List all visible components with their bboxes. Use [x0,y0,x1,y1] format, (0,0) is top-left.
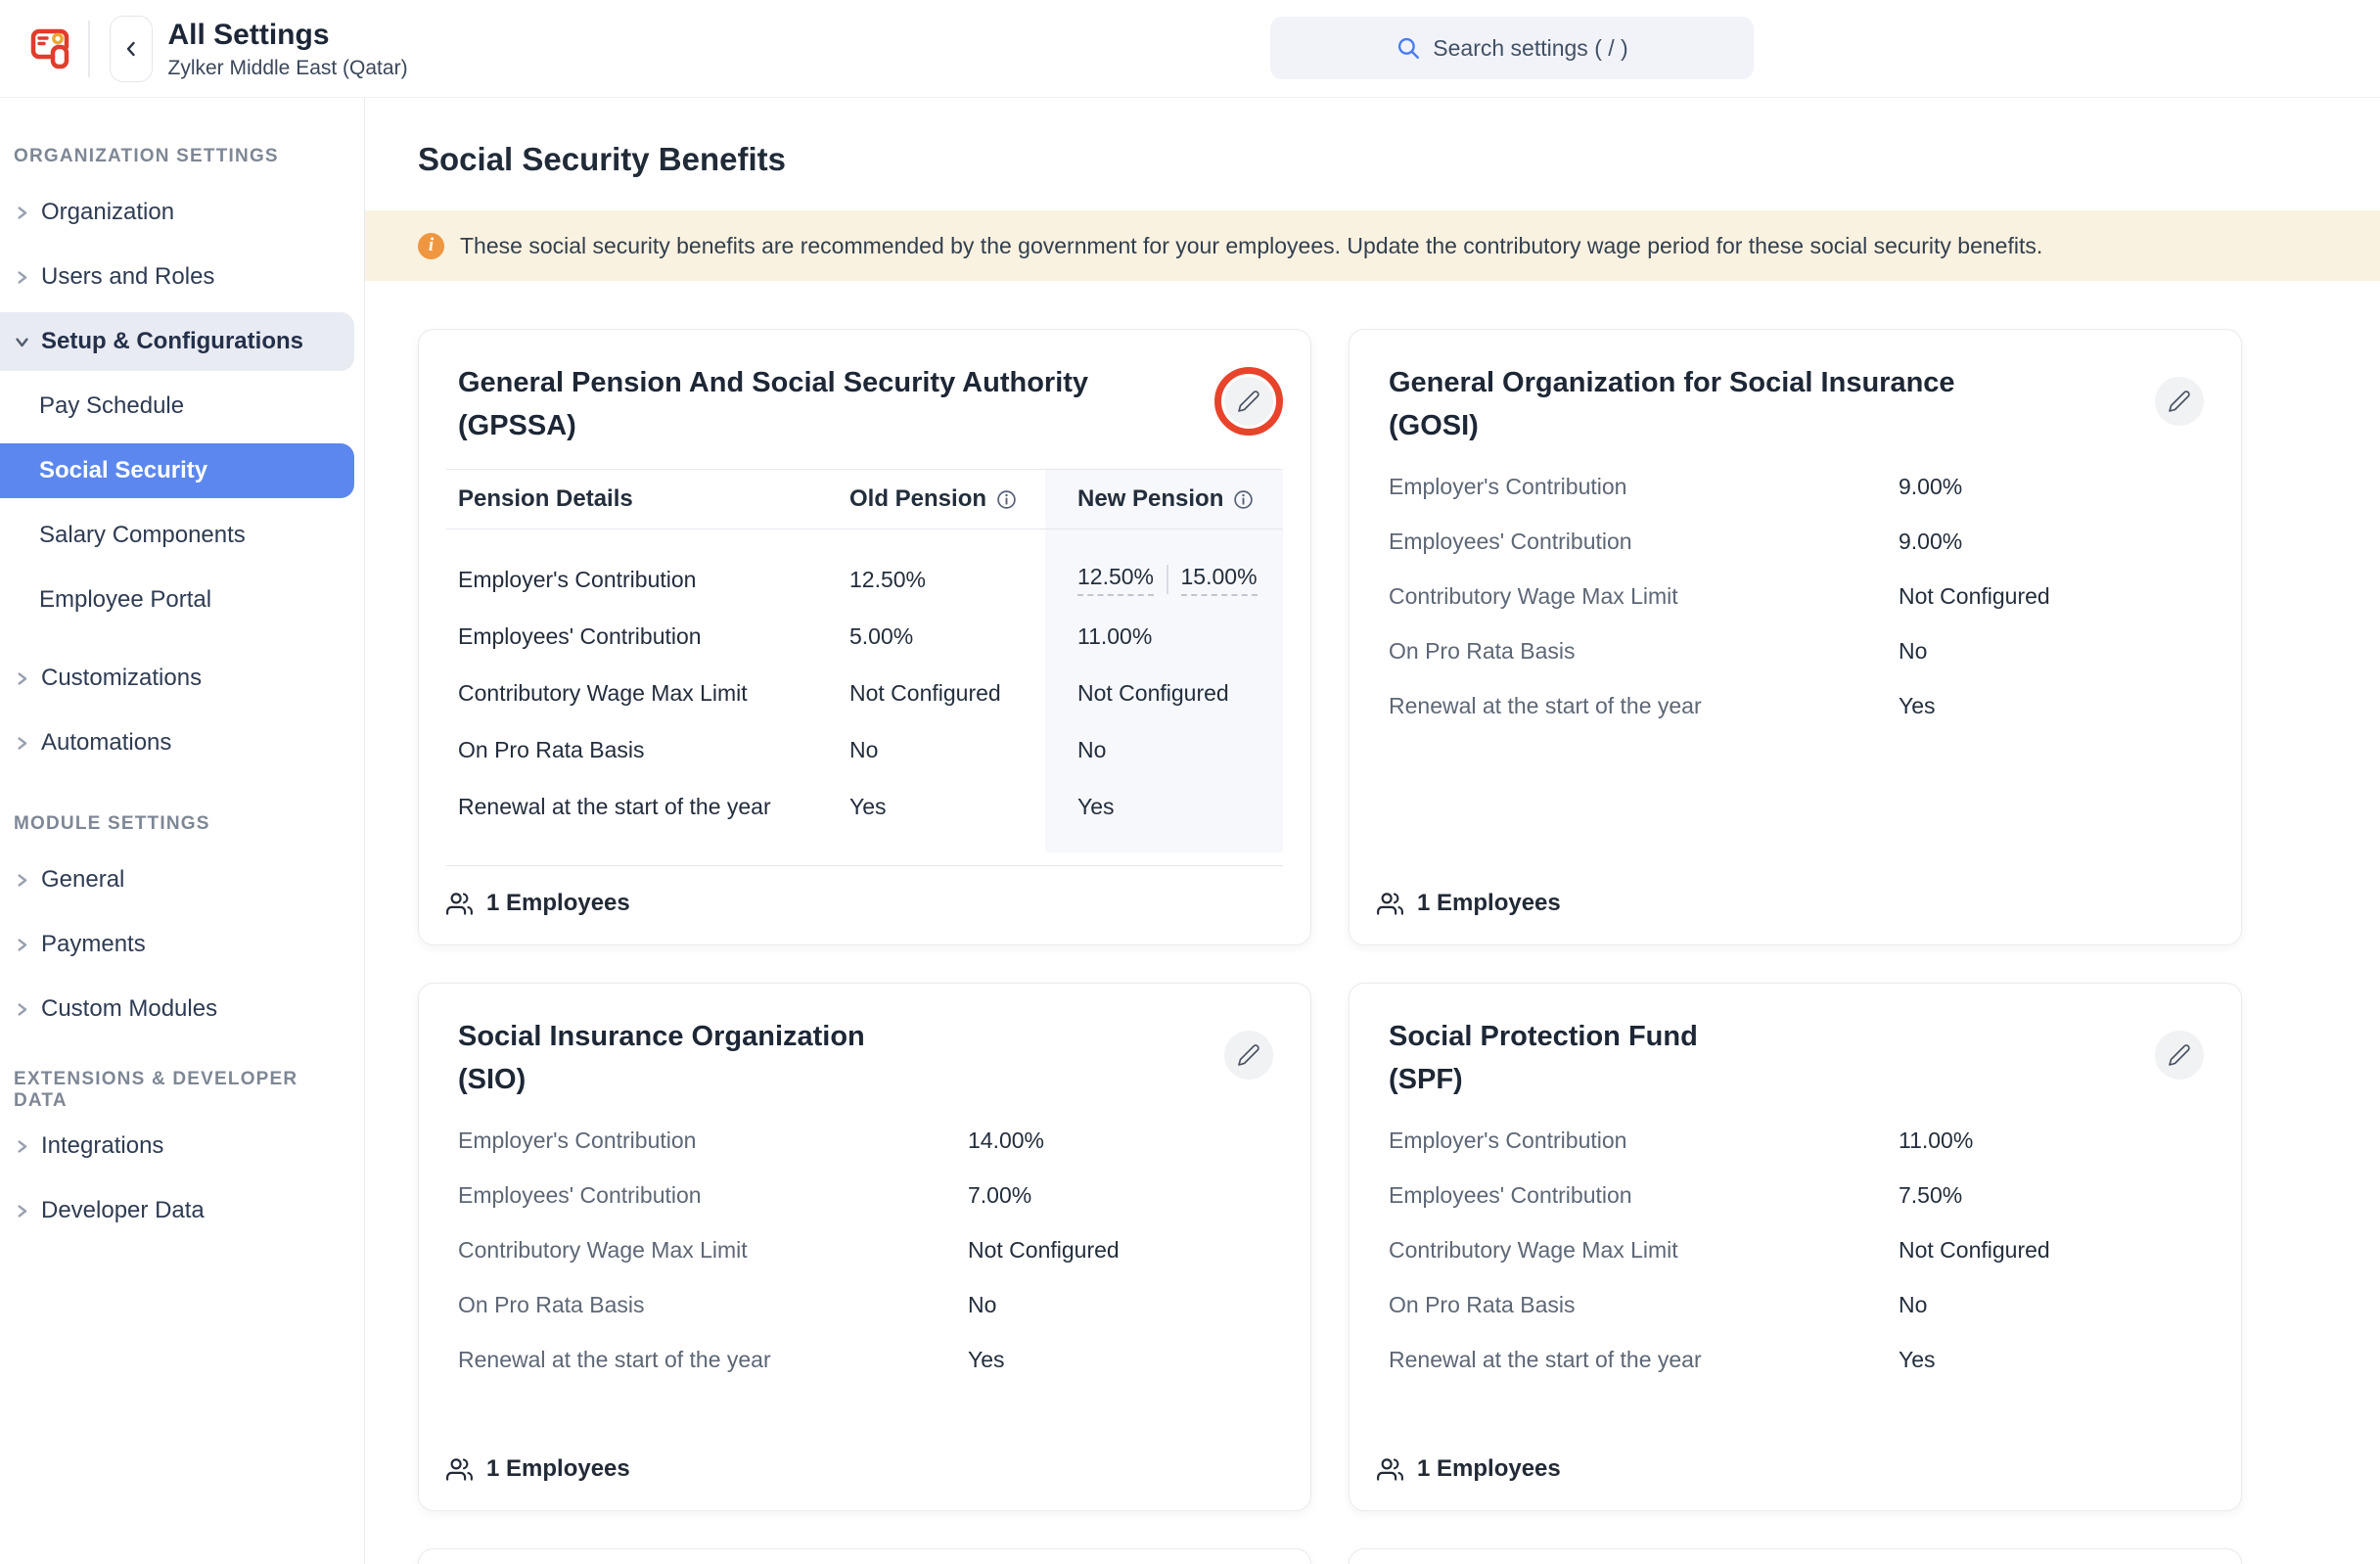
card-title [1377,1015,2214,1101]
row-label: Renewal at the start of the year [458,793,771,819]
sidebar-item-label: Salary Components [39,522,246,548]
back-button[interactable] [110,16,153,82]
row-label: Employer's Contribution [458,1127,697,1153]
row-label: On Pro Rata Basis [458,736,645,762]
pencil-icon [2168,390,2191,413]
new-pension-value: No [1077,736,1107,762]
table-row [446,665,1283,721]
sidebar-subitem-social-security[interactable] [0,443,354,498]
pension-table-header [446,469,1283,529]
row-label: Employer's Contribution [1389,1127,1627,1153]
sidebar-item-organization[interactable] [0,180,364,245]
card-partial [418,1548,1311,1564]
employees-count[interactable] [1377,1455,2214,1483]
sidebar-section-organization-settings: ORGANIZATION SETTINGS [14,146,279,166]
column-header-pension-details: Pension Details [458,485,633,512]
row-label: Contributory Wage Max Limit [1389,582,1678,609]
row-label: Employer's Contribution [458,566,697,592]
new-pension-value: Not Configured [1077,679,1229,706]
sidebar-subitem-employee-portal[interactable] [0,568,364,632]
row-label: On Pro Rata Basis [1389,637,1576,664]
row-value: Not Configured [968,1236,1120,1263]
row-value: 14.00% [968,1127,1045,1153]
table-row [1389,1222,2214,1277]
chevron-right-icon [14,937,39,953]
card-title [1377,361,2214,447]
old-pension-value: 5.00% [849,622,914,649]
employees-label: 1 Employees [1417,890,1561,916]
row-label: Renewal at the start of the year [1389,1346,1702,1372]
row-value: Not Configured [1899,1236,2050,1263]
new-pension-info-icon[interactable] [1233,489,1254,510]
old-pension-value: Not Configured [849,679,1001,706]
chevron-right-icon [14,1001,39,1018]
new-pension-value-upcoming[interactable]: 15.00% [1181,564,1258,596]
table-row [1389,514,2214,569]
row-label: On Pro Rata Basis [1389,1291,1576,1317]
chevron-right-icon [14,205,39,221]
card-title-line2: (GPSSA) [458,410,576,441]
row-label: Renewal at the start of the year [458,1346,771,1372]
table-row [446,778,1283,835]
benefit-cards-grid [418,329,2242,1564]
table-row [446,608,1283,665]
sidebar-item-integrations[interactable] [0,1114,364,1178]
chevron-right-icon [14,872,39,889]
card-gpssa [418,329,1311,945]
chevron-down-icon [14,334,39,350]
row-value: 9.00% [1899,473,1963,499]
row-value: Yes [1899,692,1936,718]
row-label: Employees' Contribution [458,622,702,649]
row-value: 7.00% [968,1181,1032,1208]
row-value: No [1899,1291,1928,1317]
card-title [446,361,1283,447]
edit-gosi-button[interactable] [2155,377,2204,426]
row-label: Employees' Contribution [1389,528,1632,554]
sidebar-subitem-pay-schedule[interactable] [0,374,364,438]
sidebar-item-label: General [41,866,125,893]
sidebar-item-label: Pay Schedule [39,392,185,419]
info-icon: i [418,233,444,259]
benefit-rows [446,1113,1283,1387]
sidebar-item-customizations[interactable] [0,646,364,711]
table-row [1389,1277,2214,1332]
edit-spf-button[interactable] [2155,1031,2204,1080]
card-title-line2: (SPF) [1389,1064,1463,1095]
table-row [458,1222,1283,1277]
sidebar-item-label: Users and Roles [41,263,215,290]
sidebar-item-label: Employee Portal [39,586,212,613]
table-row [1389,569,2214,623]
card-title-line1: General Pension And Social Security Authority [458,367,1089,398]
row-label: Contributory Wage Max Limit [458,679,748,706]
card-title [446,1015,1283,1101]
divider [446,865,1283,866]
table-row [458,1113,1283,1168]
column-header-old-pension: Old Pension [849,485,1045,513]
employees-count[interactable] [1377,890,2214,917]
row-value: No [968,1291,997,1317]
card-partial [1349,1548,2242,1564]
users-icon [446,891,473,917]
row-value: Not Configured [1899,582,2050,609]
employees-label: 1 Employees [1417,1455,1561,1482]
pension-table [446,469,1283,852]
users-icon [1377,891,1403,917]
card-spf [1349,983,2242,1511]
new-pension-value: 11.00% [1077,622,1153,649]
card-gosi [1349,329,2242,945]
table-row [458,1332,1283,1387]
sidebar-item-automations[interactable] [0,711,364,775]
card-title-line1: Social Protection Fund [1389,1021,1698,1052]
chevron-right-icon [14,269,39,286]
edit-sio-button[interactable] [1224,1031,1273,1080]
card-sio [418,983,1311,1511]
new-pension-dual-value [1045,564,1283,596]
sidebar-item-label: Integrations [41,1132,164,1159]
chevron-right-icon [14,735,39,752]
sidebar-item-label: Organization [41,199,175,225]
card-footer [446,1432,1283,1483]
top-header [0,0,2380,98]
pencil-icon [1237,390,1260,413]
header-divider [88,21,90,77]
table-row [458,1277,1283,1332]
old-pension-info-icon[interactable] [996,489,1017,510]
benefit-rows [1377,459,2214,733]
users-icon [1377,1456,1403,1483]
new-pension-value-current[interactable]: 12.50% [1077,564,1154,596]
row-label: Employer's Contribution [1389,473,1627,499]
row-value: 7.50% [1899,1181,1963,1208]
sidebar-item-label: Developer Data [41,1197,205,1223]
benefit-rows [1377,1113,2214,1387]
sidebar-item-label: Customizations [41,665,203,691]
sidebar-item-setup-configurations[interactable] [0,312,354,371]
sidebar-section-module-settings: MODULE SETTINGS [14,813,210,834]
pencil-icon [2168,1043,2191,1067]
chevron-left-icon [121,39,141,59]
banner-text: These social security benefits are recommended by the government for your employees. Update the contributory wage period for these social security benefits. [460,232,2043,258]
old-pension-value: Yes [849,793,887,819]
row-label: Renewal at the start of the year [1389,692,1702,718]
card-footer [1377,866,2214,917]
card-title-line1: General Organization for Social Insurance [1389,367,1955,398]
sidebar-item-payments[interactable] [0,912,364,977]
column-header-new-pension: New Pension [1045,485,1283,513]
sidebar-item-label: Payments [41,931,146,957]
row-value: Yes [1899,1346,1936,1372]
sidebar-item-label: Automations [41,729,172,756]
old-pension-value: 12.50% [849,566,927,592]
table-row [446,721,1283,778]
settings-sidebar [0,98,365,1564]
payroll-logo-icon[interactable] [23,22,78,76]
table-row [1389,1113,2214,1168]
sidebar-subitem-salary-components[interactable] [0,503,364,568]
row-label: Contributory Wage Max Limit [1389,1236,1678,1263]
pension-table-body [446,529,1283,852]
employees-count[interactable] [446,1455,1283,1483]
page-title: Social Security Benefits [418,141,786,177]
search-settings-input[interactable] [1270,17,1754,79]
pencil-icon [1237,1043,1260,1067]
sidebar-item-developer-data[interactable] [0,1178,364,1243]
row-value: No [1899,637,1928,664]
page-header-title: All Settings [167,18,330,51]
chevron-right-icon [14,1203,39,1219]
header-title-block [168,18,408,80]
main-content [365,98,2380,1564]
sidebar-item-custom-modules[interactable] [0,977,364,1041]
value-separator [1167,565,1168,594]
card-title-line2: (GOSI) [1389,410,1479,441]
edit-gpssa-button[interactable] [1224,377,1273,426]
table-row [446,551,1283,608]
employees-label: 1 Employees [486,1455,630,1482]
old-pension-value: No [849,736,879,762]
row-label: Employees' Contribution [1389,1181,1632,1208]
sidebar-item-label: Custom Modules [41,995,218,1022]
chevron-right-icon [14,670,39,687]
table-row [1389,678,2214,733]
new-pension-value: Yes [1077,793,1115,819]
card-title-line2: (SIO) [458,1064,526,1095]
sidebar-section-extensions-developer-data: EXTENSIONS & DEVELOPER DATA [14,1069,298,1111]
search-icon [1396,35,1421,61]
card-title-line1: Social Insurance Organization [458,1021,865,1052]
row-label: Contributory Wage Max Limit [458,1236,748,1263]
sidebar-item-users-and-roles[interactable] [0,245,364,309]
row-value: 11.00% [1899,1127,1974,1153]
row-label: Employees' Contribution [458,1181,702,1208]
row-value: 9.00% [1899,528,1963,554]
employees-label: 1 Employees [486,890,630,916]
info-banner [365,210,2380,281]
users-icon [446,1456,473,1483]
table-row [1389,1332,2214,1387]
search-placeholder: Search settings ( / ) [1433,34,1628,61]
organization-name: Zylker Middle East (Qatar) [167,56,408,79]
table-row [458,1168,1283,1222]
sidebar-item-general[interactable] [0,848,364,912]
sidebar-item-label: Setup & Configurations [41,328,303,354]
row-value: Yes [968,1346,1005,1372]
table-row [1389,459,2214,514]
sidebar-item-label: Social Security [39,457,208,483]
employees-count[interactable] [446,890,1283,917]
card-footer [1377,1432,2214,1483]
table-row [1389,623,2214,678]
row-label: On Pro Rata Basis [458,1291,645,1317]
table-row [1389,1168,2214,1222]
card-footer [446,865,1283,917]
chevron-right-icon [14,1138,39,1155]
